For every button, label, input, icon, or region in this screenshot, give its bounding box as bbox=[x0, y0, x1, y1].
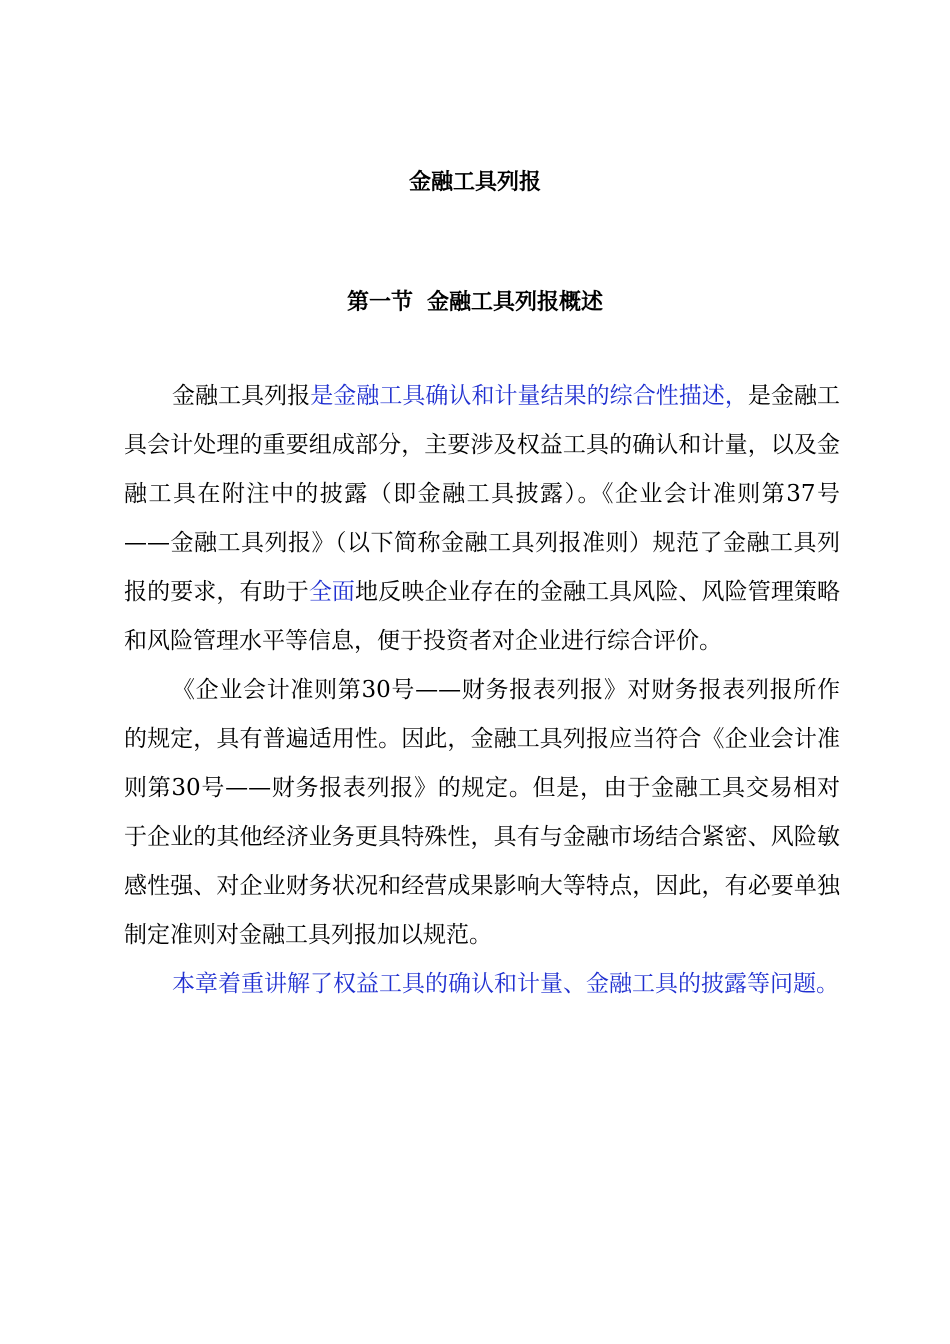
paragraph-1-text-a: 金融工具列报 bbox=[172, 383, 311, 409]
paragraph-3: 本章着重讲解了权益工具的确认和计量、金融工具的披露等问题。 bbox=[172, 971, 839, 997]
paragraph-1-highlight-a: 是金融工具确认和计量结果的综合性描述， bbox=[310, 383, 748, 409]
paragraph-1 bbox=[124, 372, 840, 666]
document-title: 金融工具列报 bbox=[408, 170, 541, 195]
document-body bbox=[124, 372, 840, 1009]
paragraph-2: 《企业会计准则第30号——财务报表列报》对财务报表列报所作的规定，具有普遍适用性。因此，金融工具列报应当符合《企业会计准则第30号——财务报表列报》的规定。但是，由于金融工具交易相对于企业的其他经济业务更具特殊性，具有与金融市场结合紧密、风险敏感性强、对企业财务状况和经营成果影响大等特点，因此，有必要单独制定准则对金融工具列报加以规范。 bbox=[124, 677, 840, 948]
section-heading bbox=[0, 288, 950, 318]
paragraph-1-highlight-b: 全面 bbox=[308, 579, 356, 605]
section-title: 金融工具列报概述 bbox=[427, 290, 604, 315]
section-number: 第一节 bbox=[346, 290, 413, 315]
paragraph-1-text-c: 是金融工具会计处理的重要组成部分，主要涉及权益工具的确认和计量，以及金融工具在附注中的披露（即金融工具披露）。《企业会计准则第37号——金融工具列报》（以下简称金融工具列报准则）规范了金融工具列报的要求，有助于 bbox=[124, 383, 841, 605]
paragraph-1-text-e: 地反映企业存在的金融工具风险、风险管理策略和风险管理水平等信息，便于投资者对企业进行综合评价。 bbox=[124, 579, 841, 654]
